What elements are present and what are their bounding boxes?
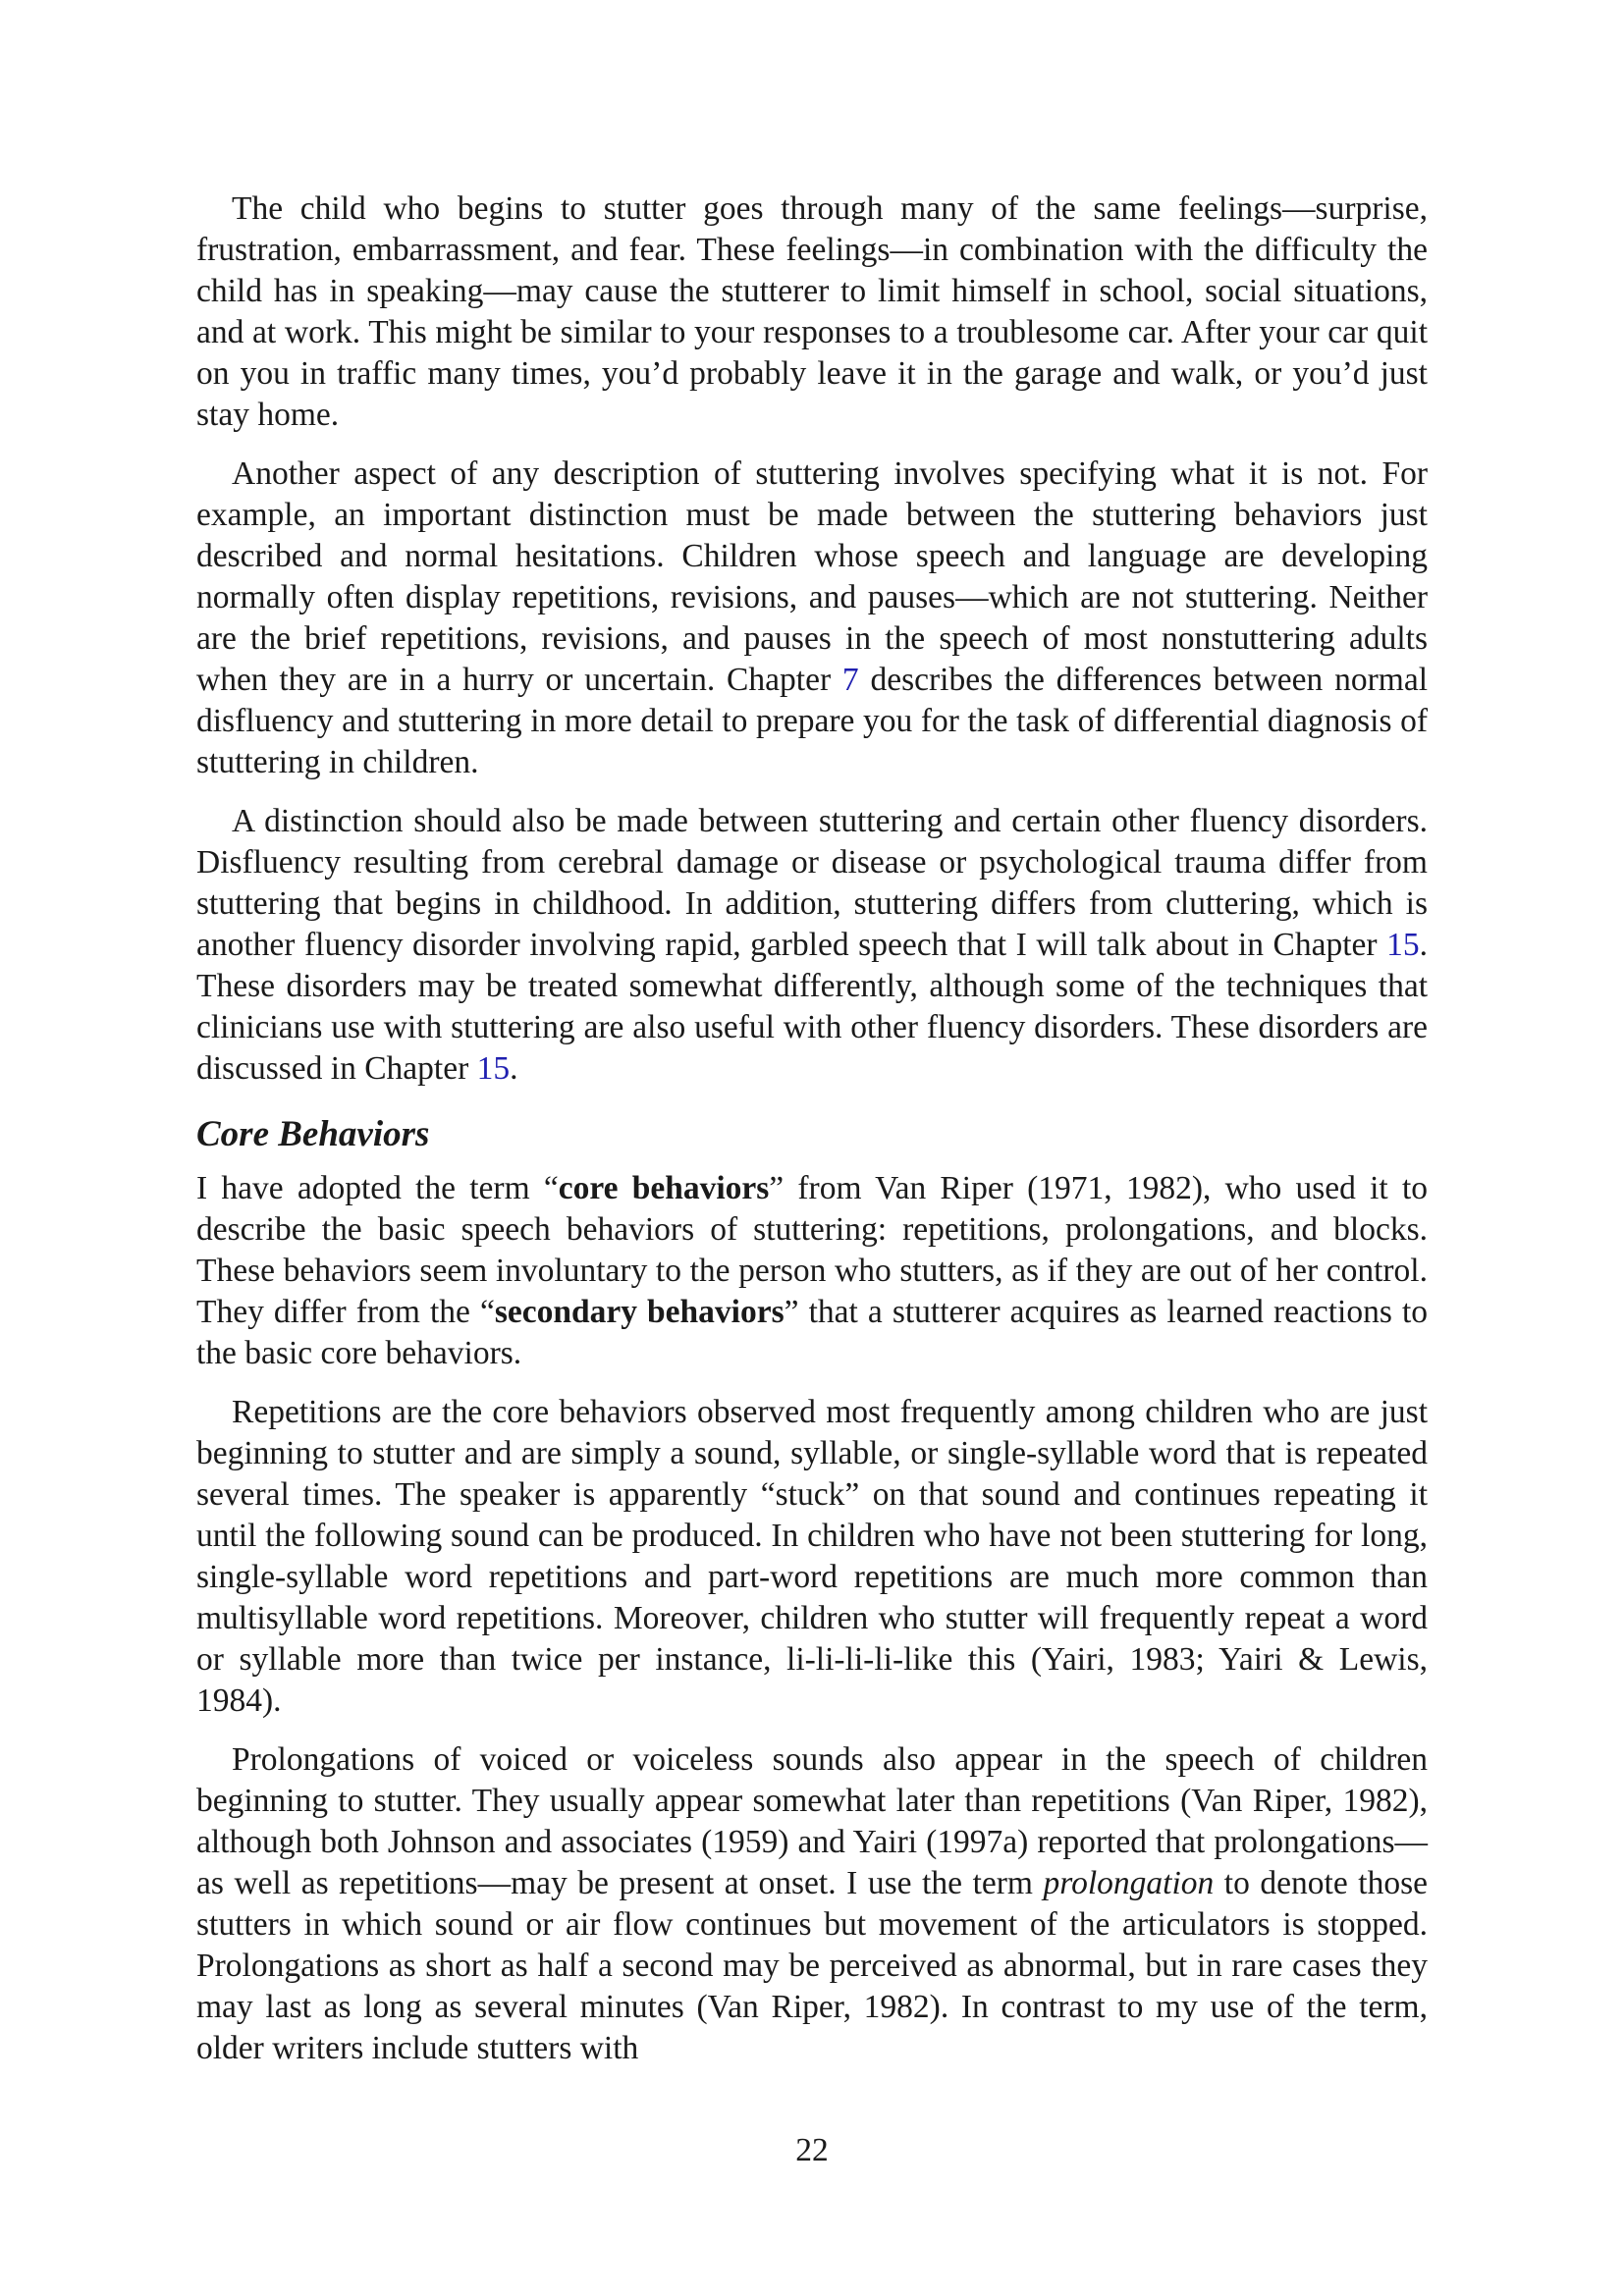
paragraph-text: to denote those stutters in which sound or air flow continues but movement of the articulators is stopped. Prolongations as short as half a second may be perceived as abnormal, but in rare cases they may last as long as several minutes (Van Riper, 1982). In contrast to my use of the term, older writers include stutters with bbox=[196, 1865, 1428, 2066]
section-heading-core-behaviors: Core Behaviors bbox=[196, 1114, 430, 1154]
bold-term-core-behaviors: core behaviors bbox=[558, 1170, 770, 1206]
chapter-15-link[interactable]: 15 bbox=[1386, 927, 1420, 963]
paragraph-normal-hesitations bbox=[196, 454, 1428, 783]
bold-term-secondary-behaviors: secondary behaviors bbox=[494, 1294, 785, 1330]
paragraph-feelings: The child who begins to stutter goes through many of the same feelings—surprise, frustration, embarrassment, and fear. These feelings—in combination with the difficulty the child has in speaking—may cause the stutterer to limit himself in school, social situations, and at work. This might be similar to your responses to a troublesome car. After your car quit on you in traffic many times, you’d probably leave it in the garage and walk, or you’d just stay home. bbox=[196, 190, 1428, 433]
paragraph-repetitions: Repetitions are the core behaviors observed most frequently among children who are just beginning to stutter and are simply a sound, syllable, or single-syllable word that is repeated several times. The speaker is apparently “stuck” on that sound and continues repeating it until the following sound can be produced. In children who have not been stuttering for long, single-syllable word repetitions and part-word repetitions are much more common than multisyllable word repetitions. Moreover, children who stutter will frequently repeat a word or syllable more than twice per instance, li-li-li-li-like this (Yairi, 1983; Yairi & Lewis, 1984). bbox=[196, 1394, 1428, 1719]
paragraph-text: Prolongations of voiced or voiceless sounds also appear in the speech of children beginning to stutter. They usually appear somewhat later than repetitions (Van Riper, 1982), although both Johnson and associates (1959) and Yairi (1997a) reported that prolongations—as well as repetitions—may be present at onset. I use the term bbox=[196, 1741, 1428, 1901]
paragraph-text: I have adopted the term “ bbox=[196, 1170, 559, 1206]
paragraph-text: ” that a stutterer acquires as learned reactions to the basic core behaviors. bbox=[196, 1294, 1428, 1371]
paragraph-text: . bbox=[510, 1050, 518, 1087]
paragraph-text: Another aspect of any description of stuttering involves specifying what it is not. For example, an important distinction must be made between the stuttering behaviors just described and normal hesitations. Children whose speech and language are developing normally often display repetitions, revisions, and pauses—which are not stuttering. Neither are the brief repetitions, revisions, and pauses in the speech of most nonstuttering adults when they are in a hurry or uncertain. Chapter bbox=[196, 455, 1428, 698]
page-number: 22 bbox=[795, 2132, 829, 2168]
page-body bbox=[196, 188, 1428, 2069]
paragraph-text: A distinction should also be made between stuttering and certain other fluency disorders. Disfluency resulting from cerebral damage or disease or psychological trauma differ from stuttering that begins in childhood. In addition, stuttering differs from cluttering, which is another fluency disorder involving rapid, garbled speech that I will talk about in Chapter bbox=[196, 803, 1428, 963]
chapter-7-link[interactable]: 7 bbox=[841, 662, 859, 698]
chapter-15-link[interactable]: 15 bbox=[476, 1050, 511, 1087]
paragraph-text: describes the differences between normal disfluency and stuttering in more detail to prepare you for the task of differential diagnosis of stuttering in children. bbox=[196, 662, 1428, 780]
italic-term-prolongation: prolongation bbox=[1043, 1865, 1215, 1901]
paragraph-prolongations bbox=[196, 1739, 1428, 2069]
paragraph-other-fluency-disorders bbox=[196, 801, 1428, 1090]
paragraph-text: ” from Van Riper (1971, 1982), who used it to describe the basic speech behaviors of stuttering: repetitions, prolongations, and blocks. These behaviors seem involuntary to the person who stutters, as if they are out of her control. They differ from the “ bbox=[196, 1170, 1428, 1330]
paragraph-text: . These disorders may be treated somewhat differently, although some of the techniques that clinicians use with stuttering are also useful with other fluency disorders. These disorders are discussed in Chapter bbox=[196, 927, 1428, 1087]
paragraph-core-behaviors-definition bbox=[196, 1168, 1428, 1374]
